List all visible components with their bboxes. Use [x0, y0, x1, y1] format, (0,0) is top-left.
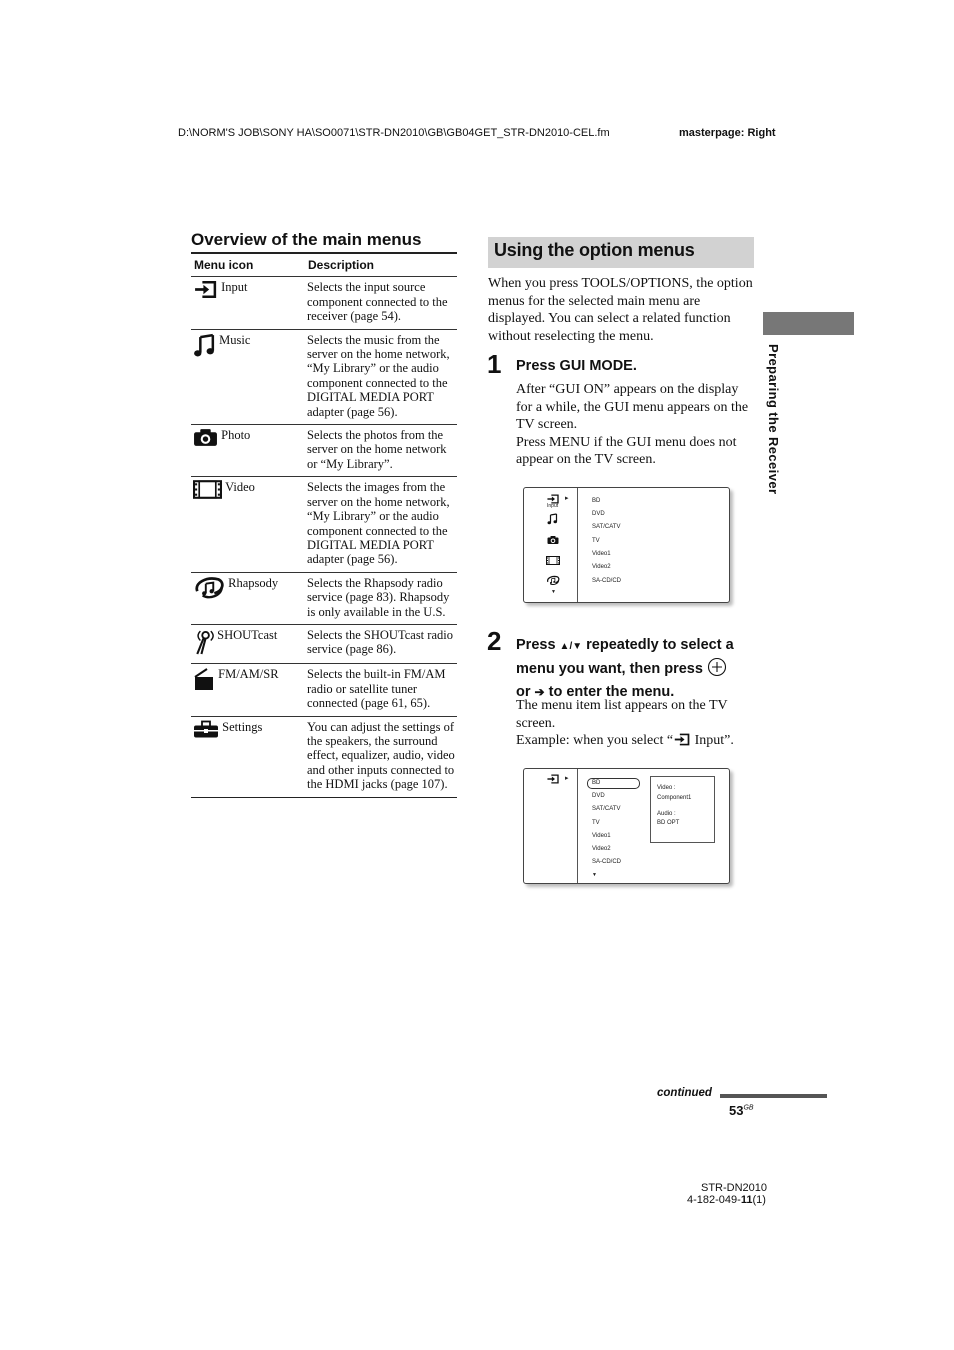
title-rule [191, 252, 457, 254]
video-icon [546, 556, 560, 565]
menu-label: FM/AM/SR [218, 667, 279, 682]
table-row [191, 477, 457, 572]
input-icon [193, 280, 218, 302]
input-icon [673, 733, 691, 752]
menu-icon-cell [191, 477, 305, 572]
list-item: BD [592, 780, 601, 786]
scroll-down-icon: ▼ [551, 589, 556, 595]
part-code-prefix: 4-182-049- [687, 1194, 741, 1206]
photo-icon [193, 428, 218, 450]
menu-description: Selects the SHOUTcast radio service (page 86). [305, 624, 457, 663]
menu-label: Input [221, 280, 248, 295]
screen-divider [577, 488, 578, 602]
rhapsody-icon [193, 576, 225, 603]
example-text: Example: when you select “ [516, 733, 674, 749]
step2-example [516, 732, 756, 752]
list-item: Video2 [592, 564, 611, 570]
menu-icon-cell [191, 716, 305, 797]
menu-description: Selects the music from the server on the home network, “My Library” or the audio component connected to the DIGITAL MEDIA PORT adapter (page 56). [305, 329, 457, 424]
main-menus-table [191, 256, 457, 798]
settings-icon [193, 720, 219, 742]
table-row [191, 716, 457, 797]
menu-label: Settings [222, 719, 263, 734]
part-code-suffix: (1) [752, 1194, 766, 1206]
table-header-row [191, 256, 457, 277]
menu-icon-cell [191, 572, 305, 624]
list-item: DVD [592, 511, 605, 517]
list-item: Video2 [592, 846, 611, 852]
table-row [191, 425, 457, 477]
step2-heading-part: to enter the menu. [544, 684, 675, 700]
table-row [191, 277, 457, 329]
selection-marker-icon: ▸ [565, 775, 569, 782]
list-item: TV [592, 538, 600, 544]
list-item: SAT/CATV [592, 806, 621, 812]
part-code [687, 1194, 766, 1206]
list-item: BD [592, 498, 601, 504]
page-number [729, 1103, 754, 1118]
menu-icon-cell [191, 624, 305, 663]
list-item: SA-CD/CD [592, 859, 622, 865]
enter-button-icon [707, 657, 727, 684]
selection-marker-icon: ▸ [565, 495, 569, 502]
step2-heading-part: Press [516, 637, 560, 653]
table-row [191, 572, 457, 624]
menu-icon-cell [191, 277, 305, 329]
up-down-arrow-icon: ▲/▼ [559, 641, 583, 652]
list-item: TV [592, 820, 600, 826]
option-menus-title: Using the option menus [494, 240, 695, 260]
music-icon [193, 333, 216, 361]
info-panel [650, 776, 715, 843]
menu-description: Selects the input source component connected to the receiver (page 54). [305, 277, 457, 329]
step1-text: After “GUI ON” appears on the display for a while, the GUI menu appears on the TV screen. [516, 382, 749, 433]
menu-label: SHOUTcast [217, 627, 278, 642]
step-number-2: 2 [487, 626, 502, 656]
continued-label: continued [657, 1087, 712, 1099]
info-audio-value: BD OPT [657, 820, 680, 826]
gui-menu-screen [523, 487, 730, 603]
video-icon [193, 480, 222, 502]
screen-divider [577, 769, 578, 883]
intro-paragraph: When you press TOOLS/OPTIONS, the option menus for the selected main menu are displayed. You can select a related function without reselecting the menu. [488, 276, 753, 344]
model-number: STR-DN2010 [701, 1182, 768, 1194]
menu-label: Rhapsody [228, 575, 279, 590]
step2-body [516, 697, 756, 752]
menu-description: Selects the photos from the server on the home network or “My Library”. [305, 425, 457, 477]
shoutcast-icon [193, 628, 214, 658]
table-row [191, 329, 457, 424]
side-tab-bar [763, 312, 854, 335]
menu-description: Selects the images from the server on the home network, “My Library” or the audio component connected to the DIGITAL MEDIA PORT adapter (page 56). [305, 477, 457, 572]
step1-body [516, 381, 756, 469]
tuner-icon [193, 667, 215, 694]
continued-bar [720, 1094, 827, 1098]
menu-item-list-screen [523, 768, 730, 884]
input-caption: Input [547, 503, 559, 509]
list-item: Video1 [592, 833, 611, 839]
menu-icon-cell [191, 664, 305, 716]
table-row [191, 664, 457, 716]
music-icon [547, 513, 558, 525]
menu-description: Selects the Rhapsody radio service (page 83). Rhapsody is only available in the U.S. [305, 572, 457, 624]
list-item: SA-CD/CD [592, 578, 622, 584]
photo-icon [547, 535, 559, 545]
info-audio-label: Audio : [657, 811, 676, 817]
menu-icon-cell [191, 425, 305, 477]
list-item: SAT/CATV [592, 524, 621, 530]
overview-title: Overview of the main menus [191, 230, 422, 249]
side-tab-label: Preparing the Receiver [766, 344, 781, 495]
step1-heading: Press GUI MODE. [516, 358, 637, 374]
input-icon [546, 774, 560, 784]
menu-label: Photo [221, 428, 251, 443]
header-file-path: D:\NORM'S JOB\SONY HA\SO0071\STR-DN2010\GB\GB04GET_STR-DN2010-CEL.fm [178, 127, 610, 139]
list-item: Video1 [592, 551, 611, 557]
info-video-value: Component1 [657, 795, 692, 801]
example-text: Input”. [691, 733, 734, 749]
menu-label: Video [225, 480, 255, 495]
step2-heading-part: or [516, 684, 535, 700]
col-description: Description [305, 256, 457, 277]
col-menu-icon: Menu icon [191, 256, 305, 277]
step2-heading [516, 636, 766, 703]
header-masterpage: masterpage: Right [679, 127, 776, 139]
menu-icon-cell [191, 329, 305, 424]
menu-label: Music [219, 332, 251, 347]
right-arrow-icon: ➔ [534, 685, 545, 699]
page-number-value: 53 [729, 1103, 744, 1118]
rhapsody-icon [546, 575, 560, 586]
scroll-down-icon: ▼ [592, 872, 597, 878]
list-item: DVD [592, 793, 605, 799]
step-number-1: 1 [487, 349, 502, 379]
menu-description: Selects the built-in FM/AM radio or satellite tuner connected (page 61, 65). [305, 664, 457, 716]
step2-heading-part: repeatedly to select a menu you want, then press [516, 637, 734, 677]
page-number-suffix: GB [743, 1104, 754, 1112]
step1-text-2: Press MENU if the GUI menu does not appear on the TV screen. [516, 434, 737, 468]
menu-description: You can adjust the settings of the speakers, the surround effect, equalizer, audio, video and other inputs connected to the HDMI jacks (page 107). [305, 716, 457, 797]
part-code-bold: 11 [740, 1194, 753, 1206]
step2-text: The menu item list appears on the TV screen. [516, 698, 728, 731]
info-video-label: Video : [657, 785, 676, 791]
table-row [191, 624, 457, 663]
